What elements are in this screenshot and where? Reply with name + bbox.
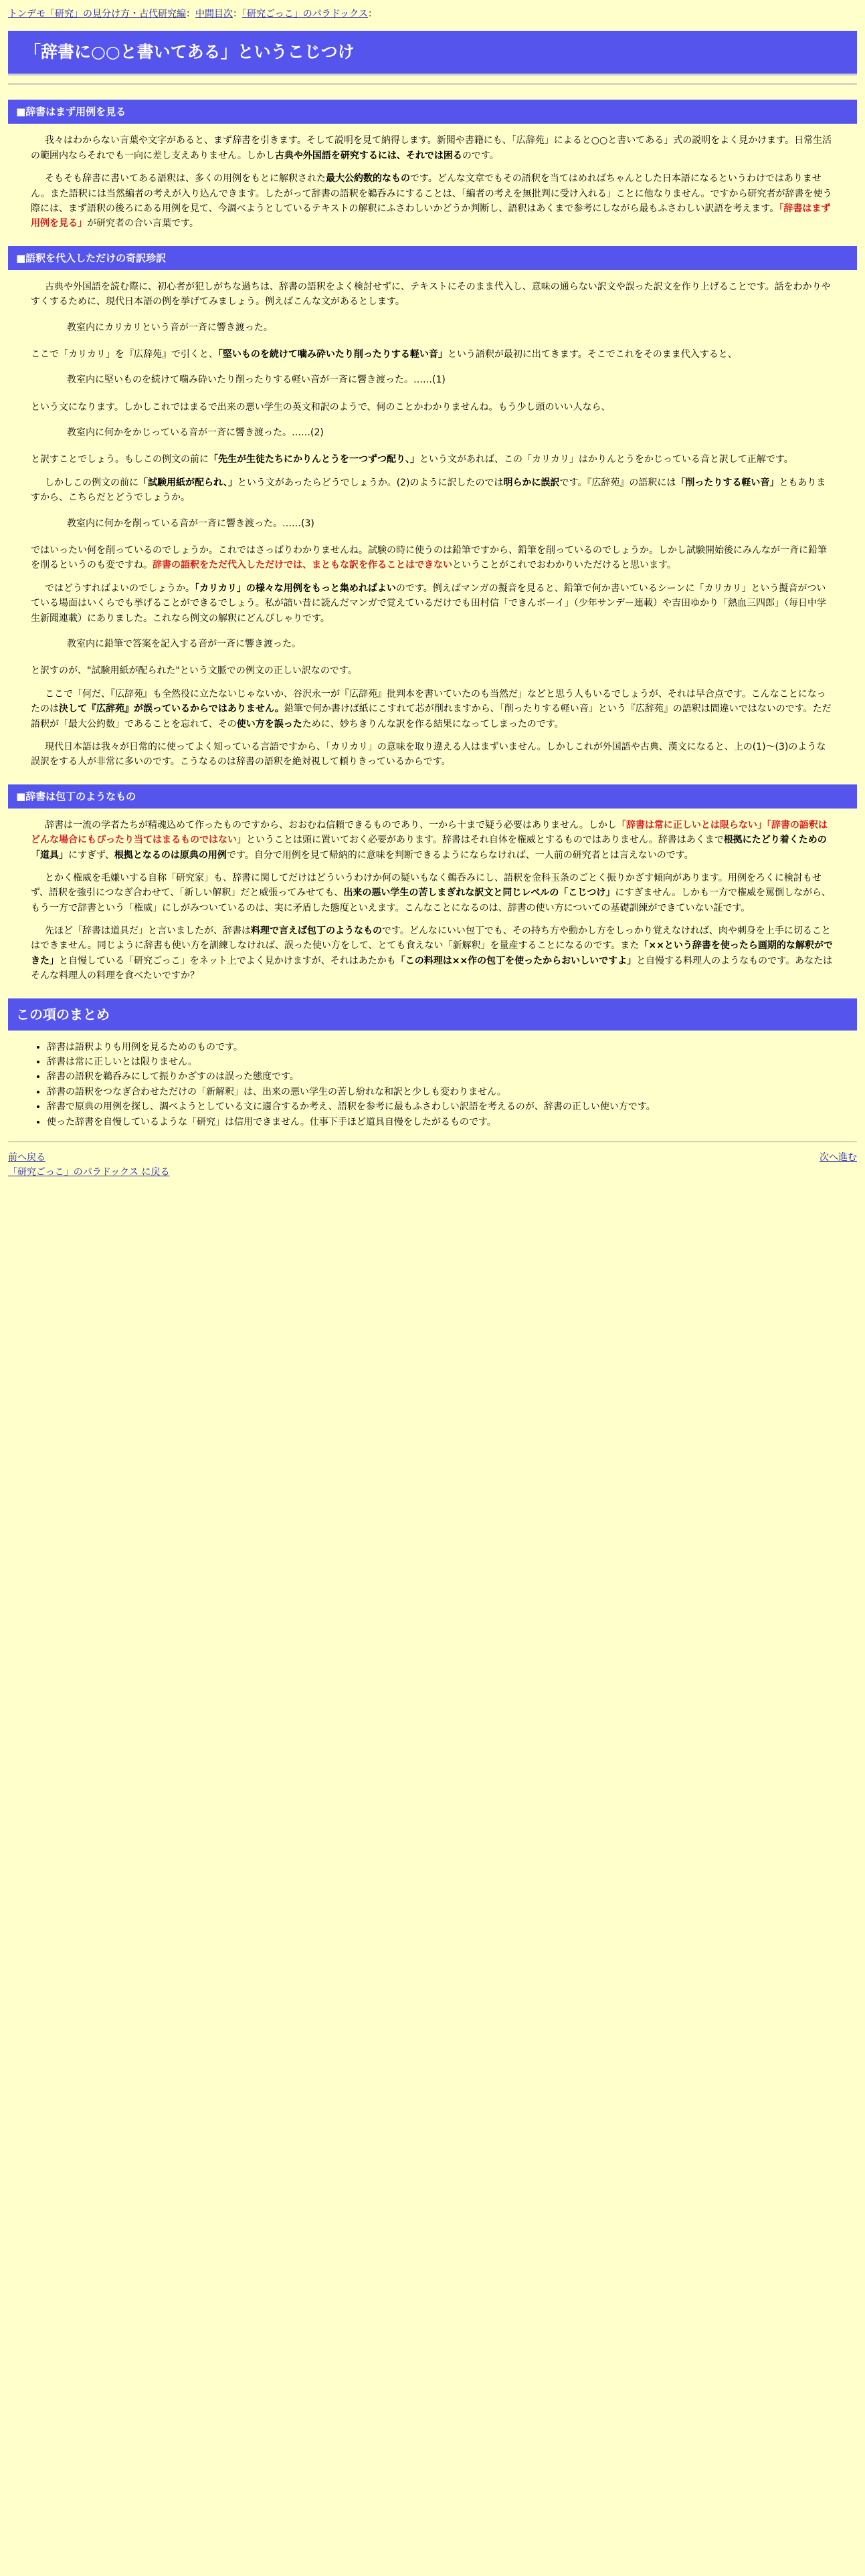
paragraph: とかく権威を毛嫌いする自称「研究家」も、辞書に関してだけはどういうわけか何の疑いもなく鵜呑みにし、語釈を金科玉条のごとく振りかざす傾向があります。用例をろくに検討もせず、語釈を強引につなぎ合わせて、「新しい解釈」だと威張ってみせても、出来の悪い学生の苦しまぎれな訳文と同じレベルの「こじつけ」にすぎません。しかも一方で権威を罵倒しながら、もう一方で辞書という「権威」にしがみついているのは、実に矛盾した態度といえます。こんなことになるのは、辞書の使い方についての基礎訓練ができていない証です。 — [31, 872, 832, 914]
paragraph: 辞書は一流の学者たちが精魂込めて作ったものですから、おおむね信頼できるものであり、一から十まで疑う必要はありません。しかし「辞書は常に正しいとは限らない」「辞書の語釈はどんな場合にもぴったり当てはまるものではない」ということは頭に置いておく必要があります。辞書はそれ自体を権威とするものではありません。辞書はあくまで根拠にたどり着くための「道具」にすぎず、根拠となるのは原典の用例です。自分で用例を見て帰納的に意味を判断できるようにならなければ、一人前の研究者とは言えないのです。 — [31, 819, 828, 861]
example-sentence: 教室内に何かをかじっている音が一斉に響き渡った。……(2) — [67, 427, 324, 439]
list-item: • 辞書は常に正しいとは限りません。 — [47, 1055, 857, 1069]
page-title: 「辞書に○○と書いてある」というこじつけ — [8, 31, 857, 74]
list-item: • 使った辞書を自慢しているような「研究」は信用できません。仕事下手ほど道具自慢をしたがるものです。 — [47, 1115, 857, 1130]
paragraph: という文になります。しかしこれではまるで出来の悪い学生の英文和訳のようで、何のことかわかりませんね。もう少し頭のいい人なら、 — [31, 401, 611, 413]
list-item: • 辞書で原典の用例を探し、調べようとしている文に適合するか考え、語釈を参考に最もふさわしい訳語を考えるのが、辞書の正しい使い方です。 — [47, 1099, 857, 1114]
section-heading-knife: ■辞書は包丁のようなもの — [8, 784, 857, 809]
breadcrumb-link-top[interactable]: トンデモ「研究」の見分け方・古代研究編 — [8, 9, 186, 19]
paragraph: 現代日本語は我々が日常的に使ってよく知っている言語ですから、「カリカリ」の意味を取り違える人はまずいません。しかしこれが外国語や古典、漢文になると、上の(1)〜(3)のような誤訳をする人が非常に多いのです。こうなるのは辞書の語釈を絶対視して頼りきっているからです。 — [31, 741, 826, 768]
breadcrumb-separator: ： — [233, 9, 242, 19]
paragraph: と訳すのが、"試験用紙が配られた"という文脈での例文の正しい訳なのです。 — [31, 665, 357, 677]
example-sentence: 教室内にカリカリという音が一斉に響き渡った。 — [67, 322, 273, 333]
list-item: • 辞書の語釈をつなぎ合わせただけの「新解釈」は、出来の悪い学生の苦し紛れな和訳と少しも変わりません。 — [47, 1085, 857, 1099]
breadcrumb-link-toc[interactable]: 中間目次 — [195, 9, 233, 19]
back-to-section-link[interactable]: 「研究ごっこ」のパラドックス に戻る — [8, 1167, 170, 1178]
breadcrumb-separator: ： — [186, 9, 195, 19]
summary-heading: この項のまとめ — [8, 998, 857, 1031]
example-sentence: 教室内に何かを削っている音が一斉に響き渡った。……(3) — [67, 518, 314, 529]
summary-list — [8, 1040, 857, 1130]
paragraph: と訳すことでしょう。もしこの例文の前に「先生が生徒たちにかりんとうを一つずつ配り、」という文があれば、この「カリカリ」はかりんとうをかじっている音と訳して正解です。 — [31, 454, 793, 465]
paragraph: 先ほど「辞書は道具だ」と言いましたが、辞書は料理で言えば包丁のようなものです。どんなにいい包丁でも、その持ち方や動かし方をしっかり覚えなければ、肉や刺身を上手に切ることはできません。同じように辞書も使い方を訓練しなければ、誤った使い方をして、とても食えない「新解釈」を量産することになるのです。また「××という辞書を使ったら画期的な解釈ができた」と自慢している「研究ごっこ」をネット上でよく見かけますが、それはあたかも「この料理は××作の包丁を使ったからおいしいですよ」と自慢する料理人のようなものです。あなたはそんな料理人の料理を食べたいですか？ — [31, 926, 833, 982]
paragraph: そもそも辞書に書いてある語釈は、多くの用例をもとに解釈された最大公約数的なものです。どんな文章でもその語釈を当てはめればちゃんとした日本語になるというわけではありません。また語釈には当然編者の考えが入り込んできます。したがって辞書の語釈を鵜呑みにすることは、「編者の考えを無批判に受け入れる」ことに他なりません。ですから研究者が辞書を使う際には、まず語釈の後ろにある用例を見て、今調べようとしているテキストの解釈にふさわしいかどうか判断し、語釈はあくまで参考にしながら最もふさわしい訳語を考えます。「辞書はまず用例を見る」が研究者の合い言葉です。 — [31, 173, 832, 229]
paragraph: ではいったい何を削っているのでしょうか。これではさっぱりわかりませんね。試験の時に使うのは鉛筆ですから、鉛筆を削っているのでしょうか。しかし試験開始後にみんなが一斉に鉛筆を削るというのも変ですね。辞書の語釈をただ代入しただけでは、まともな訳を作ることはできないということがこれでおわかりいただけると思います。 — [31, 545, 827, 571]
paragraph: ここで「何だ、『広辞苑』も全然役に立たないじゃないか、谷沢永一が『広辞苑』批判本を書いていたのも当然だ」などと思う人もいるでしょうが、それは早合点です。こんなことになったのは決して『広辞苑』が誤っているからではありません。鉛筆で何か書けば紙にこすれて芯が削れますから、「削ったりする軽い音」という『広辞苑』の語釈は間違いではないのです。ただ語釈が「最大公約数」であることを忘れて、その使い方を誤ったために、妙ちきりんな訳を作る結果になってしまったのです。 — [31, 688, 832, 730]
list-item: • 辞書の語釈を鵜呑みにして振りかざすのは誤った態度です。 — [47, 1069, 857, 1084]
paragraph: ここで「カリカリ」を『広辞苑』で引くと、「堅いものを続けて噛み砕いたり削ったりする軽い音」という語釈が最初に出てきます。そこでこれをそのまま代入すると、 — [31, 348, 737, 360]
section-heading-use-examples: ■辞書はまず用例を見る — [8, 100, 857, 124]
paragraph: 我々はわからない言葉や文字があると、まず辞書を引きます。そして説明を見て納得します。新聞や書籍にも、「広辞苑」によると○○と書いてある」式の説明をよく見かけます。日常生活の範囲内ならそれでも一向に差し支えありません。しかし古典や外国語を研究するには、それでは困るのです。 — [31, 135, 832, 161]
breadcrumb-link-section[interactable]: 「研究ごっこ」のパラドックス — [242, 9, 369, 19]
example-sentence: 教室内に鉛筆で答案を記入する音が一斉に響き渡った。 — [67, 638, 301, 649]
page — [0, 0, 865, 1180]
paragraph: しかしこの例文の前に「試験用紙が配られ、」という文があったらどうでしょうか。(2)のように訳したのでは明らかに誤訳です。『広辞苑』の語釈には「削ったりする軽い音」ともありますから、こちらだとどうでしょうか。 — [31, 477, 826, 504]
paragraph: ではどうすればよいのでしょうか。「カリカリ」の様々な用例をもっと集めればよいのです。例えばマンガの擬音を見ると、鉛筆で何か書いているシーンに「カリカリ」という擬音がついている場面はいくらでも挙げることができるでしょう。私が諳い昔に読んだマンガで覚えているだけでも田村信「できんボーイ」（少年サンデー連載）や吉田ゆかり「熱血三四郎」（毎日中学生新聞連載）にありました。これなら例文の解釈にどんぴしゃりです。 — [31, 582, 827, 624]
paragraph: 古典や外国語を読む際に、初心者が犯しがちな過ちは、辞書の語釈をよく検討せずに、テキストにそのまま代入し、意味の通らない訳文や誤った訳文を作り上げることです。話をわかりやすくするために、現代日本語の例を挙げてみましょう。例えばこんな文があるとします。 — [31, 281, 831, 308]
section-heading-mistranslation: ■語釈を代入しただけの奇訳珍訳 — [8, 246, 857, 270]
example-sentence: 教室内に堅いものを続けて噛み砕いたり削ったりする軽い音が一斉に響き渡った。……(1) — [67, 374, 446, 386]
footer-nav — [8, 1150, 857, 1165]
next-link[interactable]: 次へ進む — [820, 1152, 857, 1163]
breadcrumb-separator: ： — [368, 9, 378, 19]
breadcrumb — [8, 7, 857, 21]
prev-link[interactable]: 前へ戻る — [8, 1152, 45, 1163]
title-divider — [8, 83, 857, 85]
list-item: • 辞書は語釈よりも用例を見るためのものです。 — [47, 1040, 857, 1055]
